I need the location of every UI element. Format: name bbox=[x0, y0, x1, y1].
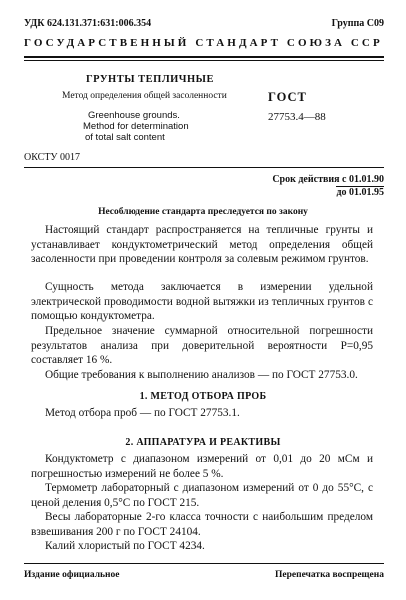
header-rule-bottom bbox=[24, 60, 384, 61]
intro-paragraph-3: Предельное значение суммарной относительной погрешности результатов анализа при доверительной вероятности Р=0,95 составляет 16 %. bbox=[31, 325, 373, 367]
section-1-heading: 1. МЕТОД ОТБОРА ПРОБ bbox=[139, 391, 267, 402]
gost-number: 27753.4—88 bbox=[268, 111, 326, 123]
standard-group: Группа С09 bbox=[331, 18, 384, 29]
state-standard-banner: ГОСУДАРСТВЕННЫЙ СТАНДАРТ СОЮЗА ССР bbox=[24, 37, 383, 49]
gost-label: ГОСТ bbox=[268, 90, 307, 104]
intro-paragraph-1: Настоящий стандарт распространяется на тепличные грунты и устанавливает кондуктометрический метод определения общей засоленности при проведении контроля за солевым режимом грунтов. bbox=[31, 224, 373, 266]
section-2-paragraph-4: Калий хлористый по ГОСТ 4234. bbox=[45, 540, 205, 552]
section-2-paragraph-2: Термометр лабораторный с диапазоном измерений от 0 до 55°С, с ценой деления 0,5°С по ГОСТ 215. bbox=[31, 482, 373, 509]
footer-rule bbox=[24, 563, 384, 564]
validity-start: Срок действия с 01.01.90 bbox=[272, 174, 384, 185]
section-2-heading: 2. АППАРАТУРА И РЕАКТИВЫ bbox=[125, 437, 281, 448]
intro-paragraph-2: Сущность метода заключается в измерении удельной электрической проводимости водной вытяжки из тепличных грунтов с помощью кондуктометра. bbox=[31, 281, 373, 323]
validity-end: до 01.01.95 bbox=[336, 187, 384, 198]
document-subtitle: Метод определения общей засоленности bbox=[62, 91, 227, 101]
intro-paragraph-4: Общие требования к выполнению анализов — по ГОСТ 27753.0. bbox=[45, 369, 358, 381]
legal-notice: Несоблюдение стандарта преследуется по закону bbox=[98, 207, 308, 217]
english-title-2: Method for determination bbox=[83, 121, 189, 132]
header-rule-top bbox=[24, 56, 384, 58]
section-2-paragraph-1: Кондуктометр с диапазоном измерений от 0,01 до 20 мСм и погрешностью измерений не более 5 %. bbox=[31, 453, 373, 480]
english-title-3: of total salt content bbox=[85, 132, 165, 143]
footer-reprint-prohibited: Перепечатка воспрещена bbox=[274, 570, 384, 580]
document-title: ГРУНТЫ ТЕПЛИЧНЫЕ bbox=[86, 74, 214, 85]
section-1-text: Метод отбора проб — по ГОСТ 27753.1. bbox=[45, 407, 240, 419]
section-2-paragraph-3: Весы лабораторные 2-го класса точности с наибольшим пределом взвешивания 200 г по ГОСТ 24104. bbox=[31, 511, 373, 538]
title-block-rule bbox=[24, 167, 384, 168]
okstu-code: ОКСТУ 0017 bbox=[24, 152, 81, 163]
english-title-1: Greenhouse grounds. bbox=[88, 110, 180, 121]
udk-code: УДК 624.131.371:631:006.354 bbox=[24, 18, 152, 29]
footer-official-edition: Издание официальное bbox=[24, 570, 120, 580]
